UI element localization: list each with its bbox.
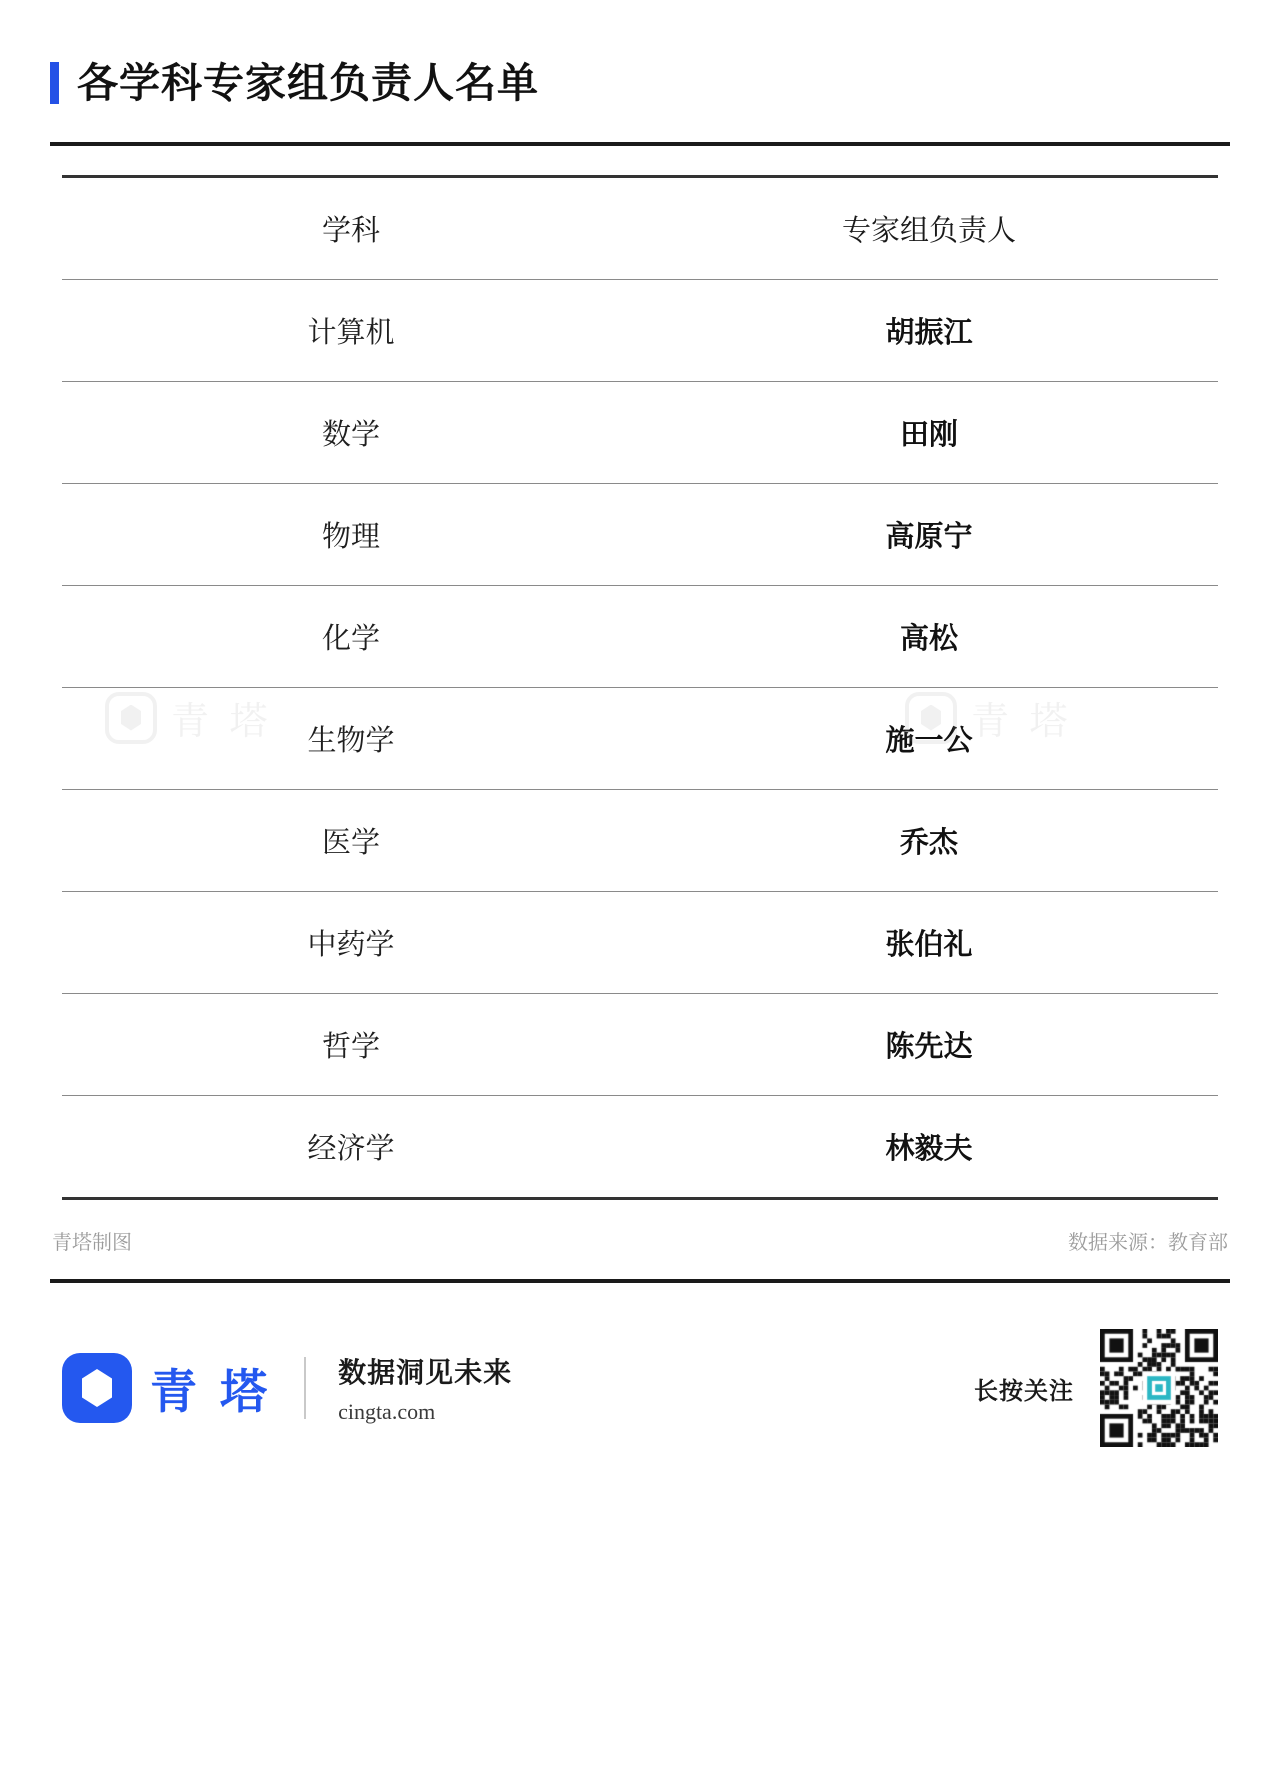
table-row bbox=[62, 382, 1218, 484]
table-row bbox=[62, 688, 1218, 790]
table-row bbox=[62, 790, 1218, 892]
brand-footer bbox=[50, 1283, 1230, 1447]
qr-label: 长按关注 bbox=[974, 1377, 1074, 1405]
cell-subject: 数学 bbox=[62, 382, 640, 484]
cell-subject: 医学 bbox=[62, 790, 640, 892]
chart-credit: 青塔制图 bbox=[52, 1232, 132, 1254]
cell-subject: 化学 bbox=[62, 586, 640, 688]
cell-leader: 胡振江 bbox=[640, 280, 1218, 382]
table-row bbox=[62, 994, 1218, 1096]
brand-name: 青 塔 bbox=[150, 1364, 273, 1418]
cell-leader: 施一公 bbox=[640, 688, 1218, 790]
brand-website: cingta.com bbox=[338, 1399, 436, 1424]
cell-leader: 林毅夫 bbox=[885, 1133, 973, 1165]
watermark-text: 青 塔 bbox=[171, 701, 273, 743]
qr-code-icon[interactable] bbox=[1100, 1329, 1218, 1447]
cell-subject: 经济学 bbox=[307, 1133, 395, 1165]
brand-slogan: 数据洞见未来 bbox=[338, 1357, 513, 1388]
cingta-logo-icon bbox=[62, 1353, 132, 1423]
page-title bbox=[50, 0, 1230, 120]
data-source: 数据来源：教育部 bbox=[1068, 1232, 1228, 1254]
qr-block bbox=[974, 1329, 1218, 1447]
title-divider bbox=[50, 142, 1230, 146]
cell-leader: 张伯礼 bbox=[640, 892, 1218, 994]
title-accent-bar bbox=[50, 62, 59, 104]
table-header-row bbox=[62, 178, 1218, 280]
cell-subject: 计算机 bbox=[62, 280, 640, 382]
cell-subject: 哲学 bbox=[62, 994, 640, 1096]
watermark-text: 青 塔 bbox=[971, 701, 1073, 743]
cell-leader: 田刚 bbox=[640, 382, 1218, 484]
brand-slogan-block bbox=[338, 1351, 512, 1425]
column-header-subject: 学科 bbox=[62, 178, 640, 280]
table-row bbox=[62, 892, 1218, 994]
cell-leader: 高原宁 bbox=[640, 484, 1218, 586]
cell-subject: 中药学 bbox=[62, 892, 640, 994]
table-row bbox=[62, 1096, 1218, 1198]
footnote-row bbox=[50, 1200, 1230, 1255]
table-row bbox=[62, 586, 1218, 688]
table-body bbox=[62, 178, 1218, 1197]
cell-leader: 陈先达 bbox=[640, 994, 1218, 1096]
table-row bbox=[62, 280, 1218, 382]
page-title-text: 各学科专家组负责人名单 bbox=[77, 59, 539, 106]
experts-table bbox=[62, 178, 1218, 1197]
hexagon-shape bbox=[82, 1369, 112, 1407]
cell-subject: 物理 bbox=[62, 484, 640, 586]
table-row bbox=[62, 484, 1218, 586]
brand-divider bbox=[304, 1357, 306, 1419]
cell-leader: 高松 bbox=[640, 586, 1218, 688]
table-container bbox=[62, 175, 1218, 1200]
column-header-leader: 专家组负责人 bbox=[640, 178, 1218, 280]
table-bottom-rule bbox=[62, 1197, 1218, 1200]
cell-subject: 生物学 bbox=[62, 688, 640, 790]
cell-leader: 乔杰 bbox=[640, 790, 1218, 892]
